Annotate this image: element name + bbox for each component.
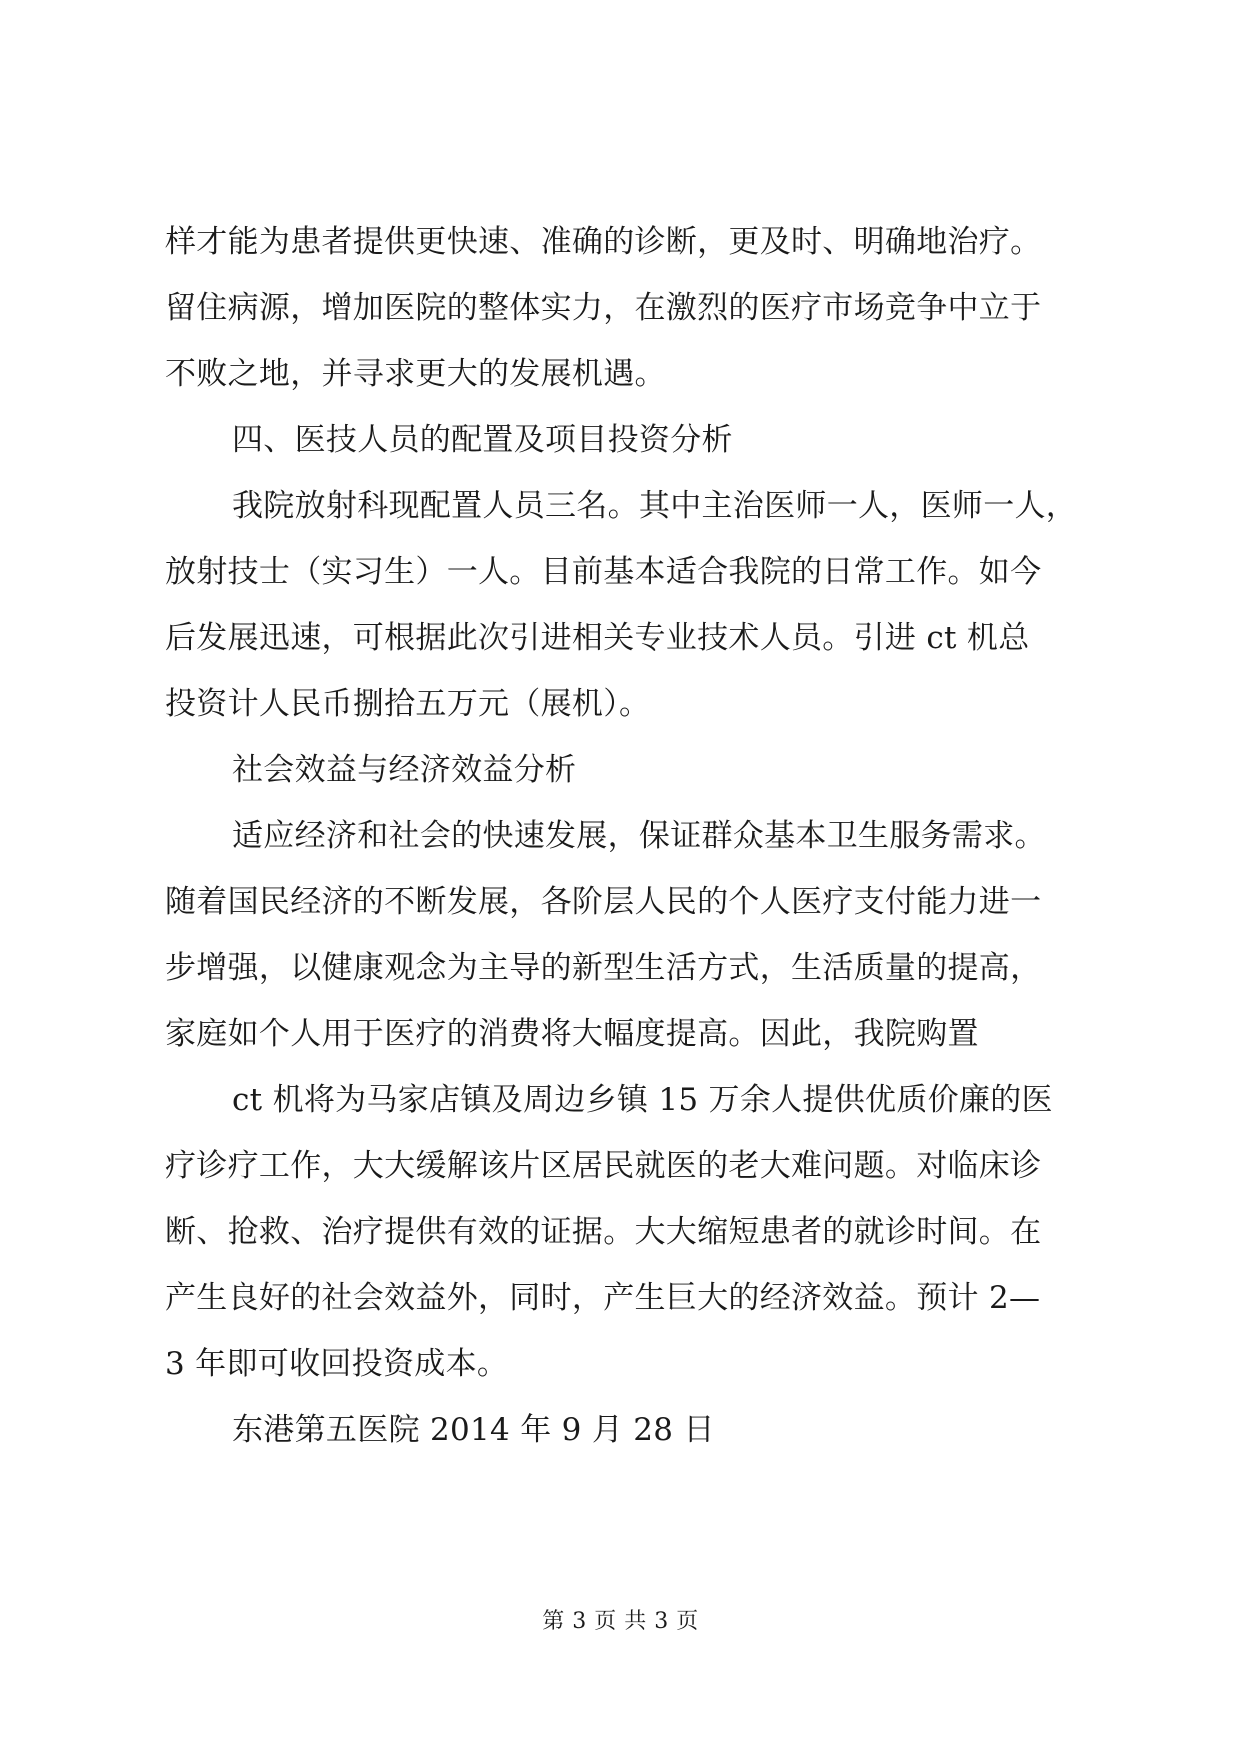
text-line: 断、抢救、治疗提供有效的证据。大大缩短患者的就诊时间。在 — [165, 1214, 1042, 1250]
text-line: 后发展迅速，可根据此次引进相关专业技术人员。引进 ct 机总 — [165, 620, 1030, 656]
text-line: 随着国民经济的不断发展，各阶层人民的个人医疗支付能力进一 — [165, 884, 1042, 920]
text-line: 疗诊疗工作，大大缓解该片区居民就医的老大难问题。对临床诊 — [165, 1148, 1042, 1184]
text-line: 产生良好的社会效益外，同时，产生巨大的经济效益。预计 2— — [165, 1280, 1041, 1316]
page-footer: 第 3 页 共 3 页 — [542, 1609, 699, 1634]
section-heading: 四、医技人员的配置及项目投资分析 — [232, 422, 733, 458]
text-line: 步增强，以健康观念为主导的新型生活方式，生活质量的提高， — [165, 950, 1042, 986]
text-line: 样才能为患者提供更快速、准确的诊断，更及时、明确地治疗。 — [165, 224, 1042, 260]
section-heading: 社会效益与经济效益分析 — [232, 752, 577, 788]
signature-date: 东港第五医院 2014 年 9 月 28 日 — [232, 1412, 715, 1448]
text-line: 投资计人民币捌拾五万元（展机）。 — [165, 686, 651, 722]
text-line: 我院放射科现配置人员三名。其中主治医师一人，医师一人， — [232, 488, 1078, 524]
text-line: 适应经济和社会的快速发展，保证群众基本卫生服务需求。 — [232, 818, 1046, 854]
text-line: 家庭如个人用于医疗的消费将大幅度提高。因此，我院购置 — [165, 1016, 979, 1052]
text-line: ct 机将为马家店镇及周边乡镇 15 万余人提供优质价廉的医 — [232, 1082, 1053, 1118]
text-line: 放射技士（实习生）一人。目前基本适合我院的日常工作。如今 — [165, 554, 1042, 590]
text-line: 留住病源，增加医院的整体实力，在激烈的医疗市场竞争中立于 — [165, 290, 1042, 326]
text-line: 不败之地，并寻求更大的发展机遇。 — [165, 356, 666, 392]
text-line: 3 年即可收回投资成本。 — [165, 1346, 509, 1382]
